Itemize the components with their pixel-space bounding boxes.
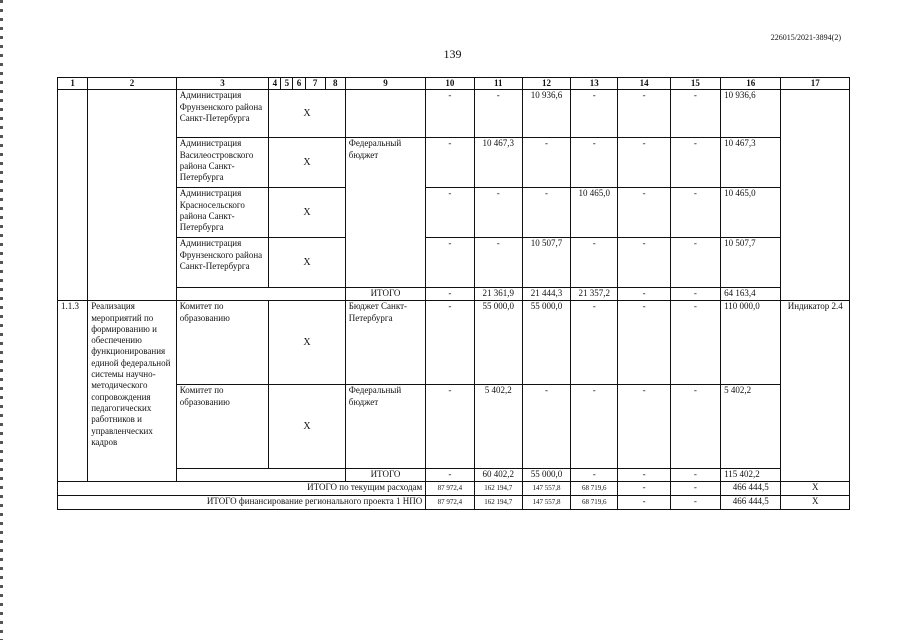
value-cell: 55 000,0 bbox=[474, 301, 522, 385]
header-cell: 17 bbox=[781, 78, 850, 90]
empty-cell bbox=[58, 90, 88, 301]
value-cell: - bbox=[670, 90, 720, 138]
empty-cell bbox=[345, 90, 426, 138]
value-cell: 21 361,9 bbox=[474, 288, 522, 301]
header-cell: 5 bbox=[281, 78, 293, 90]
value-cell: - bbox=[618, 288, 670, 301]
value-cell: 21 357,2 bbox=[571, 288, 618, 301]
value-cell: - bbox=[571, 301, 618, 385]
header-cell: 2 bbox=[88, 78, 177, 90]
value-cell: - bbox=[670, 496, 720, 510]
grand-total-row bbox=[58, 496, 850, 510]
value-cell: 10 507,7 bbox=[522, 238, 570, 288]
scan-edge bbox=[0, 0, 3, 640]
section-description: Реализация мероприятий по формированию и обеспечению функционирования единой федеральной системы научно-методического сопровождения педагогических работников и управленческих кадров bbox=[88, 301, 177, 482]
value-cell: - bbox=[474, 188, 522, 238]
value-cell: - bbox=[522, 138, 570, 188]
table-row bbox=[58, 90, 850, 138]
value-cell: 60 402,2 bbox=[474, 469, 522, 482]
x-mark: X bbox=[781, 482, 850, 496]
value-cell: 162 194,7 bbox=[474, 482, 522, 496]
empty-cell bbox=[88, 90, 177, 301]
x-mark: X bbox=[781, 496, 850, 510]
empty-cell bbox=[176, 288, 345, 301]
budget-table bbox=[57, 77, 850, 510]
value-cell: - bbox=[426, 469, 474, 482]
total-cell: 10 936,6 bbox=[721, 90, 781, 138]
value-cell: - bbox=[571, 138, 618, 188]
value-cell: - bbox=[522, 385, 570, 469]
admin-cell: Администрация Красносельского района Санкт-Петербурга bbox=[176, 188, 269, 238]
value-cell: 10 936,6 bbox=[522, 90, 570, 138]
header-cell: 1 bbox=[58, 78, 88, 90]
total-cell: 466 444,5 bbox=[721, 482, 781, 496]
header-cell: 3 bbox=[176, 78, 269, 90]
admin-cell: Администрация Василеостровского района Санкт-Петербурга bbox=[176, 138, 269, 188]
value-cell: - bbox=[618, 385, 670, 469]
value-cell: - bbox=[426, 90, 474, 138]
header-cell: 15 bbox=[670, 78, 720, 90]
grand-total-label: ИТОГО финансирование регионального проекта 1 НПО bbox=[58, 496, 426, 510]
value-cell: - bbox=[426, 188, 474, 238]
header-cell: 14 bbox=[618, 78, 670, 90]
table-row bbox=[58, 138, 850, 188]
table-row bbox=[58, 238, 850, 288]
budget-cell: Федеральный бюджет bbox=[345, 138, 426, 288]
header-row bbox=[58, 78, 850, 90]
value-cell: - bbox=[618, 90, 670, 138]
value-cell: - bbox=[571, 90, 618, 138]
value-cell: - bbox=[522, 188, 570, 238]
value-cell: - bbox=[618, 138, 670, 188]
header-cell: 13 bbox=[571, 78, 618, 90]
value-cell: 162 194,7 bbox=[474, 496, 522, 510]
section-number: 1.1.3 bbox=[58, 301, 88, 482]
value-cell: - bbox=[426, 288, 474, 301]
value-cell: - bbox=[474, 238, 522, 288]
header-cell: 6 bbox=[293, 78, 305, 90]
x-mark: X bbox=[269, 188, 345, 238]
value-cell: - bbox=[426, 301, 474, 385]
total-cell: 466 444,5 bbox=[721, 496, 781, 510]
value-cell: 10 467,3 bbox=[474, 138, 522, 188]
grand-total-label: ИТОГО по текущим расходам bbox=[58, 482, 426, 496]
table-row bbox=[58, 301, 850, 385]
value-cell: - bbox=[670, 301, 720, 385]
header-cell: 12 bbox=[522, 78, 570, 90]
value-cell: - bbox=[618, 469, 670, 482]
empty-cell bbox=[781, 90, 850, 301]
value-cell: - bbox=[426, 385, 474, 469]
header-cell: 16 bbox=[721, 78, 781, 90]
total-cell: 110 000,0 bbox=[721, 301, 781, 385]
grand-total-row bbox=[58, 482, 850, 496]
value-cell: - bbox=[670, 385, 720, 469]
budget-cell: Бюджет Санкт-Петербурга bbox=[345, 301, 426, 385]
table-row bbox=[58, 188, 850, 238]
value-cell: - bbox=[474, 90, 522, 138]
total-cell: 10 507,7 bbox=[721, 238, 781, 288]
admin-cell: Администрация Фрунзенского района Санкт-Петербурга bbox=[176, 90, 269, 138]
value-cell: - bbox=[670, 188, 720, 238]
total-cell: 115 402,2 bbox=[721, 469, 781, 482]
itogo-label: ИТОГО bbox=[345, 288, 426, 301]
value-cell: - bbox=[571, 385, 618, 469]
value-cell: - bbox=[426, 238, 474, 288]
header-cell: 8 bbox=[325, 78, 345, 90]
x-mark: X bbox=[269, 385, 345, 469]
x-mark: X bbox=[269, 90, 345, 138]
value-cell: - bbox=[618, 482, 670, 496]
table-row bbox=[58, 385, 850, 469]
org-cell: Комитет по образованию bbox=[176, 301, 269, 385]
org-cell: Комитет по образованию bbox=[176, 385, 269, 469]
value-cell: 10 465,0 bbox=[571, 188, 618, 238]
value-cell: - bbox=[670, 138, 720, 188]
subtotal-row bbox=[58, 469, 850, 482]
itogo-label: ИТОГО bbox=[345, 469, 426, 482]
header-cell: 10 bbox=[426, 78, 474, 90]
value-cell: 55 000,0 bbox=[522, 469, 570, 482]
value-cell: 147 557,8 bbox=[522, 496, 570, 510]
value-cell: - bbox=[618, 188, 670, 238]
indicator-cell: Индикатор 2.4 bbox=[781, 301, 850, 482]
total-cell: 10 467,3 bbox=[721, 138, 781, 188]
document-id: 226015/2021-3894(2) bbox=[770, 33, 841, 42]
x-mark: X bbox=[269, 138, 345, 188]
subtotal-row bbox=[58, 288, 850, 301]
page-number: 139 bbox=[443, 47, 462, 61]
value-cell: 147 557,8 bbox=[522, 482, 570, 496]
value-cell: 5 402,2 bbox=[474, 385, 522, 469]
total-cell: 5 402,2 bbox=[721, 385, 781, 469]
value-cell: 55 000,0 bbox=[522, 301, 570, 385]
header-cell: 9 bbox=[345, 78, 426, 90]
header-cell: 11 bbox=[474, 78, 522, 90]
admin-cell: Администрация Фрунзенского района Санкт-Петербурга bbox=[176, 238, 269, 288]
x-mark: X bbox=[269, 301, 345, 385]
empty-cell bbox=[176, 469, 345, 482]
x-mark: X bbox=[269, 238, 345, 288]
value-cell: - bbox=[618, 301, 670, 385]
header-cell: 7 bbox=[305, 78, 325, 90]
value-cell: - bbox=[426, 138, 474, 188]
value-cell: 68 719,6 bbox=[571, 496, 618, 510]
value-cell: - bbox=[618, 238, 670, 288]
total-cell: 10 465,0 bbox=[721, 188, 781, 238]
total-cell: 64 163,4 bbox=[721, 288, 781, 301]
value-cell: - bbox=[618, 496, 670, 510]
budget-cell: Федеральный бюджет bbox=[345, 385, 426, 469]
value-cell: 87 972,4 bbox=[426, 496, 474, 510]
value-cell: 21 444,3 bbox=[522, 288, 570, 301]
value-cell: - bbox=[571, 469, 618, 482]
value-cell: 87 972,4 bbox=[426, 482, 474, 496]
value-cell: - bbox=[670, 238, 720, 288]
value-cell: - bbox=[571, 238, 618, 288]
header-cell: 4 bbox=[269, 78, 281, 90]
value-cell: 68 719,6 bbox=[571, 482, 618, 496]
value-cell: - bbox=[670, 482, 720, 496]
value-cell: - bbox=[670, 469, 720, 482]
value-cell: - bbox=[670, 288, 720, 301]
